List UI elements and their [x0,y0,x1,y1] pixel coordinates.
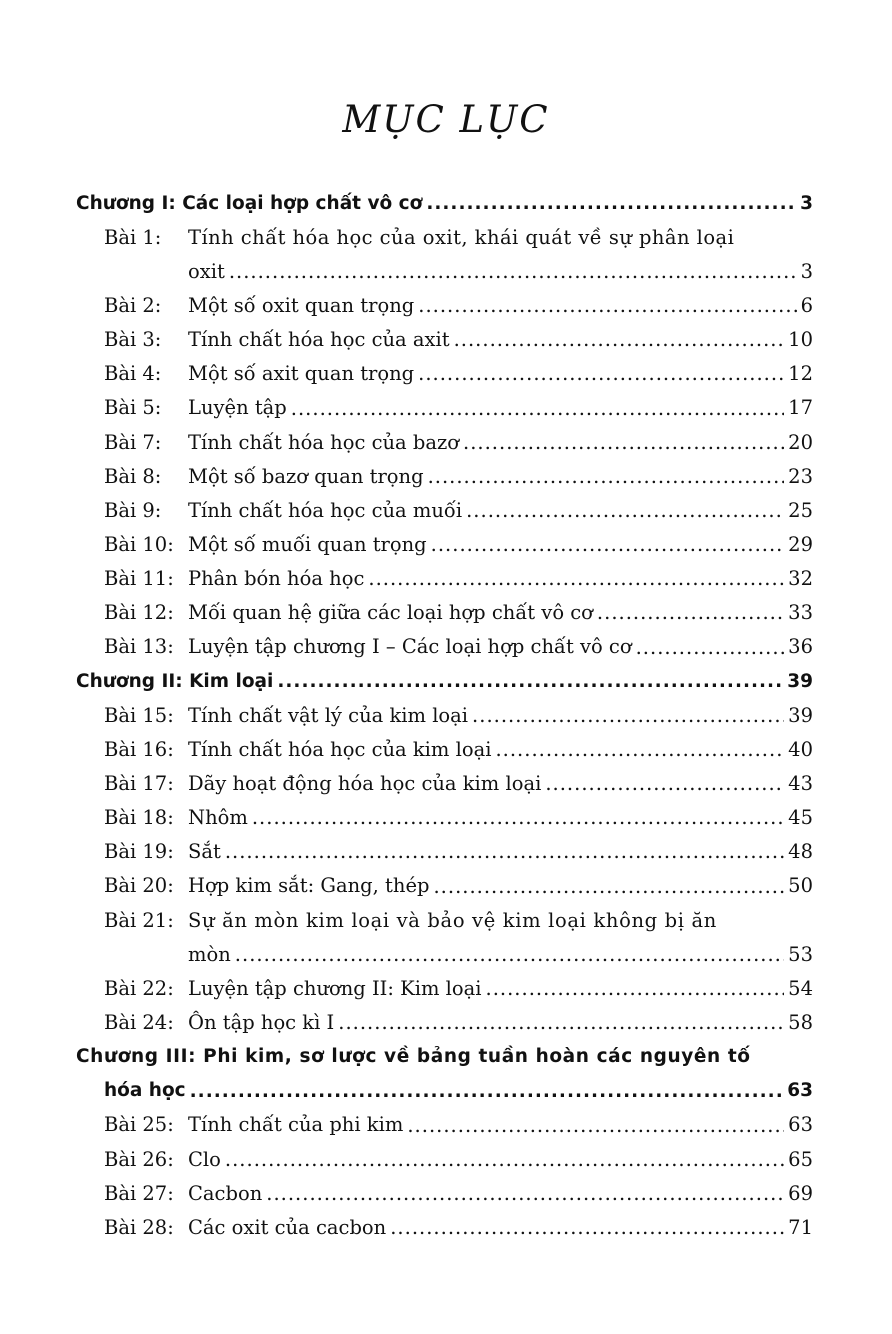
dot-leader [338,1011,784,1034]
lesson-number: Bài 19: [104,840,174,864]
toc-entry[interactable] [76,527,813,561]
lesson-number: Bài 20: [104,874,174,898]
toc-entry-continuation[interactable] [76,937,813,971]
lesson-title: Clo [188,1147,221,1171]
lesson-number: Bài 13: [104,635,174,659]
toc-entry[interactable] [76,357,813,391]
dot-leader [428,465,785,488]
lesson-number: Bài 5: [104,396,162,420]
toc-entry[interactable] [76,732,813,766]
page-number: 39 [787,670,813,692]
lesson-title: Phân bón hóa học [188,567,365,591]
chapter-heading: Chương III: Phi kim, sơ lược về bảng tuần hoàn các nguyên tố [76,1046,751,1068]
page-number: 71 [788,1215,813,1239]
lesson-title: Dãy hoạt động hóa học của kim loại [188,771,542,795]
dot-leader [636,635,785,658]
lesson-number: Bài 7: [104,430,162,454]
lesson-title: Sự ăn mòn kim loại và bảo vệ kim loại không bị ăn [188,908,717,932]
page-number: 33 [788,601,813,625]
page-title: MỤC LỤC [342,98,550,141]
chapter-heading-continued: hóa học [104,1080,186,1102]
lesson-number: Bài 4: [104,362,162,386]
lesson-title: Tính chất hóa học của axit [188,328,450,352]
lesson-number: Bài 16: [104,737,174,761]
chapter-heading: Chương I: Các loại hợp chất vô cơ [76,192,423,214]
toc-chapter-3-continuation[interactable] [76,1074,813,1108]
dot-leader [597,601,784,624]
page-number: 29 [788,532,813,556]
lesson-title: Tính chất hóa học của muối [188,498,463,522]
dot-leader [431,533,785,556]
page-number: 10 [788,328,813,352]
dot-leader [252,806,784,829]
dot-leader [407,1113,784,1136]
page-number: 45 [788,806,813,830]
lesson-title: Tính chất của phi kim [188,1113,404,1137]
lesson-title: Cacbon [188,1181,263,1205]
dot-leader [225,1147,784,1170]
dot-leader [291,396,784,419]
page-number: 40 [788,737,813,761]
toc-entry[interactable] [76,801,813,835]
toc-entry[interactable] [76,971,813,1005]
page-number: 6 [800,293,813,317]
toc-entry[interactable] [76,288,813,322]
page-number: 3 [800,192,813,214]
lesson-title-continued: mòn [188,942,231,966]
toc-entry[interactable] [76,391,813,425]
lesson-title: Tính chất hóa học của bazơ [188,430,459,454]
lesson-number: Bài 11: [104,567,174,591]
toc-entry[interactable] [76,630,813,664]
page-number: 48 [788,840,813,864]
page-number: 20 [788,430,813,454]
toc-entry[interactable] [76,323,813,357]
page-number: 25 [788,498,813,522]
dot-leader [390,1216,784,1239]
lesson-title: Mối quan hệ giữa các loại hợp chất vô cơ [188,601,593,625]
dot-leader [225,840,784,863]
dot-leader [229,260,797,283]
lesson-number: Bài 25: [104,1113,174,1137]
page-number: 3 [800,259,813,283]
dot-leader [463,430,784,453]
lesson-number: Bài 28: [104,1215,174,1239]
toc-chapter-3[interactable] [76,1040,813,1074]
dot-leader [466,499,784,522]
table-of-contents [76,186,813,1244]
page-number: 54 [788,976,813,1000]
toc-entry[interactable] [76,766,813,800]
page-number: 65 [788,1147,813,1171]
lesson-title: Một số muối quan trọng [188,532,427,556]
page-number: 43 [788,771,813,795]
lesson-number: Bài 21: [104,908,174,932]
lesson-title: Ôn tập học kì I [188,1010,335,1034]
page-number: 69 [788,1181,813,1205]
page-number: 63 [787,1080,813,1102]
toc-entry[interactable] [76,835,813,869]
toc-entry[interactable] [76,698,813,732]
dot-leader [486,977,785,1000]
page-number: 63 [788,1113,813,1137]
dot-leader [266,1181,784,1204]
lesson-number: Bài 18: [104,806,174,830]
page-number: 36 [788,635,813,659]
lesson-number: Bài 2: [104,293,162,317]
toc-entry[interactable] [76,1142,813,1176]
toc-entry[interactable] [76,425,813,459]
lesson-number: Bài 24: [104,1010,174,1034]
lesson-number: Bài 12: [104,601,174,625]
lesson-title: Tính chất hóa học của oxit, khái quát về sự phân loại [188,225,735,249]
page-number: 39 [788,703,813,727]
lesson-title: Các oxit của cacbon [188,1215,387,1239]
toc-entry[interactable] [76,459,813,493]
lesson-title: Luyện tập [188,396,287,420]
dot-leader [418,294,796,317]
lesson-title: Luyện tập chương I – Các loại hợp chất vô cơ [188,635,632,659]
page-number: 12 [788,362,813,386]
toc-entry[interactable] [76,220,813,254]
dot-leader [426,192,796,214]
page-number: 17 [788,396,813,420]
lesson-title-continued: oxit [188,259,225,283]
lesson-number: Bài 1: [104,225,162,249]
toc-entry[interactable] [76,493,813,527]
dot-leader [190,1080,784,1102]
toc-entry[interactable] [76,1210,813,1244]
toc-entry[interactable] [76,1176,813,1210]
toc-entry[interactable] [76,1005,813,1039]
lesson-number: Bài 22: [104,976,174,1000]
lesson-number: Bài 8: [104,464,162,488]
dot-leader [495,738,784,761]
page-number: 23 [788,464,813,488]
lesson-title: Sắt [188,840,221,864]
lesson-title: Một số oxit quan trọng [188,293,415,317]
page-number: 50 [788,874,813,898]
toc-chapter-1[interactable] [76,186,813,220]
dot-leader [235,942,784,965]
dot-leader [368,567,784,590]
toc-entry[interactable] [76,869,813,903]
dot-leader [433,874,784,897]
lesson-number: Bài 17: [104,771,174,795]
lesson-title: Tính chất vật lý của kim loại [188,703,469,727]
lesson-title: Một số axit quan trọng [188,362,415,386]
lesson-number: Bài 27: [104,1181,174,1205]
lesson-number: Bài 3: [104,328,162,352]
toc-entry[interactable] [76,903,813,937]
lesson-number: Bài 26: [104,1147,174,1171]
dot-leader [418,362,784,385]
page-number: 32 [788,567,813,591]
lesson-number: Bài 10: [104,532,174,556]
lesson-number: Bài 15: [104,703,174,727]
chapter-heading: Chương II: Kim loại [76,670,274,692]
lesson-title: Nhôm [188,806,248,830]
lesson-title: Luyện tập chương II: Kim loại [188,976,482,1000]
toc-entry[interactable] [76,562,813,596]
page-number: 53 [788,942,813,966]
toc-entry-continuation[interactable] [76,254,813,288]
lesson-title: Hợp kim sắt: Gang, thép [188,874,430,898]
lesson-title: Tính chất hóa học của kim loại [188,737,492,761]
toc-entry[interactable] [76,596,813,630]
lesson-title: Một số bazơ quan trọng [188,464,424,488]
dot-leader [472,703,784,726]
dot-leader [454,328,785,351]
toc-chapter-2[interactable] [76,664,813,698]
dot-leader [277,670,783,692]
dot-leader [545,772,784,795]
lesson-number: Bài 9: [104,498,162,522]
toc-entry[interactable] [76,1108,813,1142]
page-number: 58 [788,1010,813,1034]
